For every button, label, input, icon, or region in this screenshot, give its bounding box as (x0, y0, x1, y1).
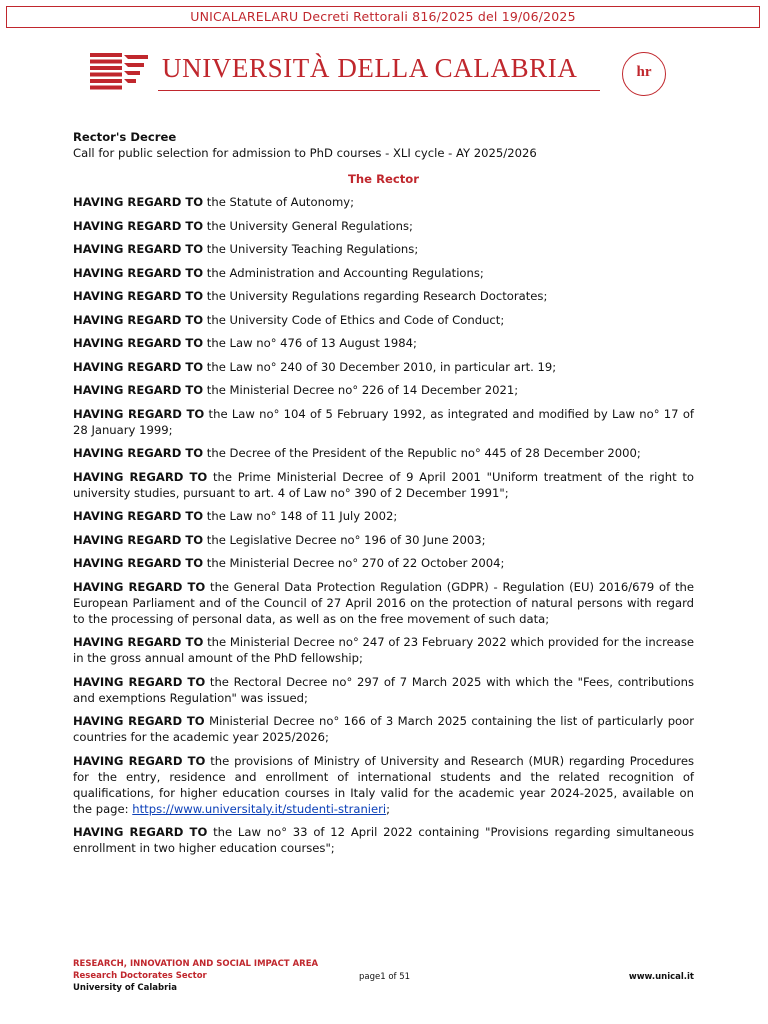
clause (73, 359, 694, 375)
clause (73, 312, 694, 328)
clause (73, 824, 694, 856)
document-subtitle: Call for public selection for admission to PhD courses - XLI cycle - AY 2025/2026 (73, 146, 537, 160)
clause (73, 713, 694, 745)
page-footer (73, 958, 694, 998)
clause (73, 382, 694, 398)
hr-excellence-badge-icon: hr (622, 52, 666, 96)
clause (73, 194, 694, 210)
clause-text: the University General Regulations; (203, 218, 413, 233)
clause-text: the Law no° 33 of 12 April 2022 containing "Provisions regarding simultaneous enrollment in two higher education courses"; (73, 825, 694, 855)
clause-text: the University Regulations regarding Research Doctorates; (203, 289, 548, 303)
clause-text: the Administration and Accounting Regulations; (203, 265, 484, 280)
clause (73, 469, 694, 501)
clause-lead: HAVING REGARD TO (73, 753, 206, 768)
clause-lead: HAVING REGARD TO (73, 556, 204, 570)
clause-lead: HAVING REGARD TO (73, 195, 204, 209)
clause (73, 555, 694, 571)
footer-department (73, 958, 318, 994)
footer-area: RESEARCH, INNOVATION AND SOCIAL IMPACT AREA (73, 959, 319, 969)
clause-lead: HAVING REGARD TO (73, 359, 204, 374)
clause-lead: HAVING REGARD TO (73, 336, 204, 350)
clause-lead: HAVING REGARD TO (73, 446, 204, 460)
document-title: Rector's Decree (73, 130, 177, 144)
clause-lead: HAVING REGARD TO (73, 532, 204, 547)
clause-lead: HAVING REGARD TO (73, 825, 208, 839)
universitaly-link[interactable]: https://www.universitaly.it/studenti-stranieri (132, 801, 387, 816)
clause-lead: HAVING REGARD TO (73, 509, 204, 523)
decree-body (73, 129, 694, 864)
clause (73, 634, 694, 666)
clause-text: the Law no° 240 of 30 December 2010, in particular art. 19; (203, 359, 557, 374)
section-heading: The Rector (348, 172, 419, 186)
clause-lead: HAVING REGARD TO (73, 406, 205, 421)
clause-lead: HAVING REGARD TO (73, 674, 206, 689)
clause-text: the Law no° 104 of 5 February 1992, as integrated and modified by Law no° 17 of 28 January 1999; (73, 406, 694, 437)
clause (73, 753, 694, 817)
clause-lead: HAVING REGARD TO (73, 289, 204, 303)
clause (73, 288, 694, 304)
clause-lead: HAVING REGARD TO (73, 265, 204, 280)
clause (73, 674, 694, 706)
clause-lead: HAVING REGARD TO (73, 579, 206, 594)
clause-text: the Statute of Autonomy; (203, 195, 355, 209)
clause-text: the University Code of Ethics and Code of Conduct; (203, 312, 505, 327)
clause-text: the Law no° 476 of 13 August 1984; (203, 336, 417, 350)
clause (73, 508, 694, 524)
clause-text: Ministerial Decree no° 166 of 3 March 2025 containing the list of particularly poor countries for the academic year 2025/2026; (73, 714, 695, 744)
footer-university: University of Calabria (73, 983, 177, 993)
clause-lead: HAVING REGARD TO (73, 714, 205, 728)
university-logo-icon (90, 53, 150, 91)
clause (73, 265, 694, 281)
clause-text: the provisions of Ministry of University and Research (MUR) regarding Procedures for the entry, residence and enrollment of international students and the related recognition of qualifications, for higher education courses in Italy valid for the academic year 2024-2025, available on the page: (73, 753, 694, 816)
clause (73, 406, 694, 438)
clause-text: the University Teaching Regulations; (203, 242, 419, 256)
clause (73, 445, 694, 461)
clause (73, 335, 694, 351)
clause (73, 218, 694, 234)
clause-lead: HAVING REGARD TO (73, 218, 204, 233)
clause-text: the Decree of the President of the Republic no° 445 of 28 December 2000; (203, 446, 641, 460)
clause-text: the Legislative Decree no° 196 of 30 June 2003; (203, 532, 486, 547)
footer-sector: Research Doctorates Sector (73, 971, 207, 981)
clause (73, 532, 694, 548)
header-divider (158, 90, 600, 91)
clause-text: the General Data Protection Regulation (GDPR) - Regulation (EU) 2016/679 of the European Parliament and of the Council of 27 April 2016 on the protection of natural persons with regard to the processing of personal data, as well as on the free movement of such data; (73, 579, 694, 626)
clause-lead: HAVING REGARD TO (73, 242, 204, 256)
clause-text: the Ministerial Decree no° 247 of 23 February 2022 which provided for the increase in the gross annual amount of the PhD fellowship; (73, 635, 694, 665)
clause-text: the Rectoral Decree no° 297 of 7 March 2025 with which the "Fees, contributions and exemptions Regulation" was issued; (73, 674, 695, 705)
page-number: page1 of 51 (359, 972, 411, 982)
clause-text: the Law no° 148 of 11 July 2002; (203, 509, 398, 523)
clause-lead: HAVING REGARD TO (73, 469, 208, 484)
clause-text-end: ; (386, 801, 391, 816)
clause (73, 241, 694, 257)
clause-lead: HAVING REGARD TO (73, 312, 204, 327)
clause-lead: HAVING REGARD TO (73, 635, 204, 649)
clause-lead: HAVING REGARD TO (73, 383, 204, 397)
clause (73, 579, 694, 627)
protocol-banner: UNICALARELARU Decreti Rettorali 816/2025 del 19/06/2025 (6, 6, 760, 28)
footer-website: www.unical.it (628, 972, 694, 982)
clause-text: the Ministerial Decree no° 270 of 22 October 2004; (203, 556, 505, 570)
clause-text: the Prime Ministerial Decree of 9 April 2001 "Uniform treatment of the right to university studies, pursuant to art. 4 of Law no° 390 of 2 December 1991"; (73, 469, 694, 500)
clause-text: the Ministerial Decree no° 226 of 14 December 2021; (203, 383, 519, 397)
university-name: UNIVERSITÀ DELLA CALABRIA (162, 53, 578, 83)
university-header (88, 48, 688, 102)
